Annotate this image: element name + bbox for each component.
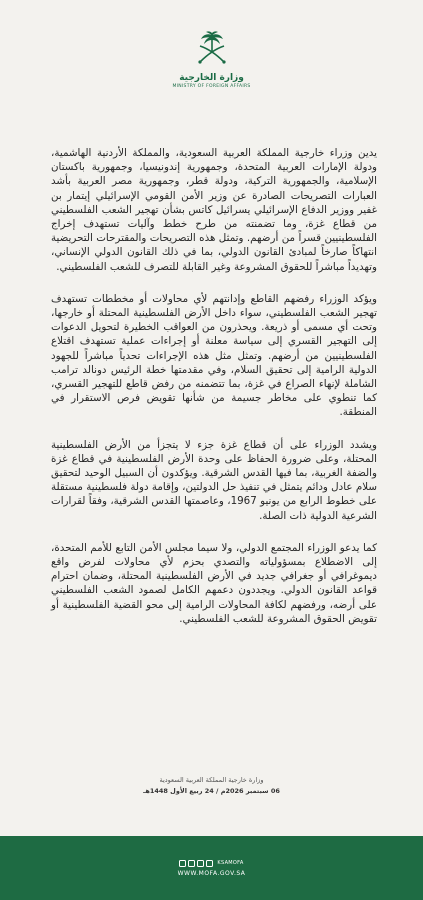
statement-body [51,146,377,644]
signature-organization: وزارة خارجية المملكة العربية السعودية [159,776,264,784]
statement-paragraph-3: ويشدد الوزراء على أن قطاع غزة جزء لا يتجزأ من الأرض الفلسطينية المحتلة، وعلى ضرورة الحفاظ على وحدة الأرض الفلسطينية في قطاع غزة والضفة الغربية، بما فيها القدس الشرقية. ويؤكدون أن السبيل الوحيد لتحقيق سلام عادل ودائم يتمثل في تنفيذ حل الدولتين، وإقامة دولة فلسطينية مستقلة على خطوط الرابع من يونيو 1967، وعاصمتها القدس الشرقية، وفقاً لقرارات الشرعية الدولية ذات الصلة. [51,438,377,522]
website-link[interactable]: WWW.MOFA.GOV.SA [177,869,246,877]
signature-block [52,776,372,795]
statement-paragraph-2: ويؤكد الوزراء رفضهم القاطع وإدانتهم لأي محاولات أو مخططات تستهدف تهجير الشعب الفلسطيني، سواء داخل الأرض الفلسطينية المحتلة أو خارجها، وتحت أي مسمى أو ذريعة. ويحذرون من العواقب الخطيرة لتحويل الدعوات إلى التهجير القسري إلى سياسة معلنة أو إجراءات عملية تستهدف اقتلاع الفلسطينيين من أرضهم. وتمثل مثل هذه الإجراءات تحدياً مباشراً للجهود الدولية الرامية إلى تحقيق السلام، وفي مقدمتها خطة الرئيس دونالد ترامب الشاملة لإنهاء الصراع في غزة، بما تتضمنه من رفض قاطع للتهجير القسري، كما تنطوي على مخاطر جسيمة من شأنها تقويض فرص الاستقرار في المنطقة. [51,292,377,419]
ministry-name-arabic: وزارة الخارجية [179,73,244,83]
facebook-icon[interactable] [206,860,213,867]
signature-date: 06 سبتمبر 2026م / 24 ربيع الأول 1448هـ [143,787,280,795]
instagram-icon[interactable] [188,860,195,867]
social-links [179,860,243,867]
x-icon[interactable] [179,860,186,867]
statement-paragraph-1: يدين وزراء خارجية المملكة العربية السعودية، والمملكة الأردنية الهاشمية، ودولة الإمارات العربية المتحدة، وجمهورية إندونيسيا، وجمهورية باكستان الإسلامية، والجمهورية التركية، ودولة قطر، وجمهورية مصر العربية بأشد العبارات التصريحات الصادرة عن وزير الأمن القومي الإسرائيلي إيتمار بن غفير ووزير الدفاع الإسرائيلي يسرائيل كاتس بشأن تهجير الشعب الفلسطيني من قطاع غزة، وما تضمنته من طرح خطط وآليات تستهدف إخراج الفلسطينيين قسراً من أرضهم. وتمثل هذه التصريحات والمقترحات التحريضية انتهاكاً صارخاً لمبادئ القانون الدولي، بما في ذلك القانون الدولي الإنساني، وتهديداً مباشراً للحقوق المشروعة وغير القابلة للتصرف للشعب الفلسطيني. [51,147,377,273]
footer-bar [0,836,423,900]
ministry-name-english: MINISTRY OF FOREIGN AFFAIRS [172,84,251,89]
saudi-emblem-icon [194,30,230,70]
statement-paragraph-4: كما يدعو الوزراء المجتمع الدولي، ولا سيما مجلس الأمن التابع للأمم المتحدة، إلى الاضطلاع بمسؤولياته والتصدي بحزم لأي محاولات لفرض واقع ديموغرافي أو جغرافي جديد في الأرض الفلسطينية المحتلة، وضمان احترام قواعد القانون الدولي. ويجددون دعمهم الكامل لصمود الشعب الفلسطيني على أرضه، ورفضهم لكافة المحاولات الرامية إلى محو القضية الفلسطينية أو تقويض الحقوق المشروعة للشعب الفلسطيني. [51,541,377,625]
social-handle[interactable]: KSAMOFA [217,860,244,866]
youtube-icon[interactable] [197,860,204,867]
ministry-header [0,30,423,89]
